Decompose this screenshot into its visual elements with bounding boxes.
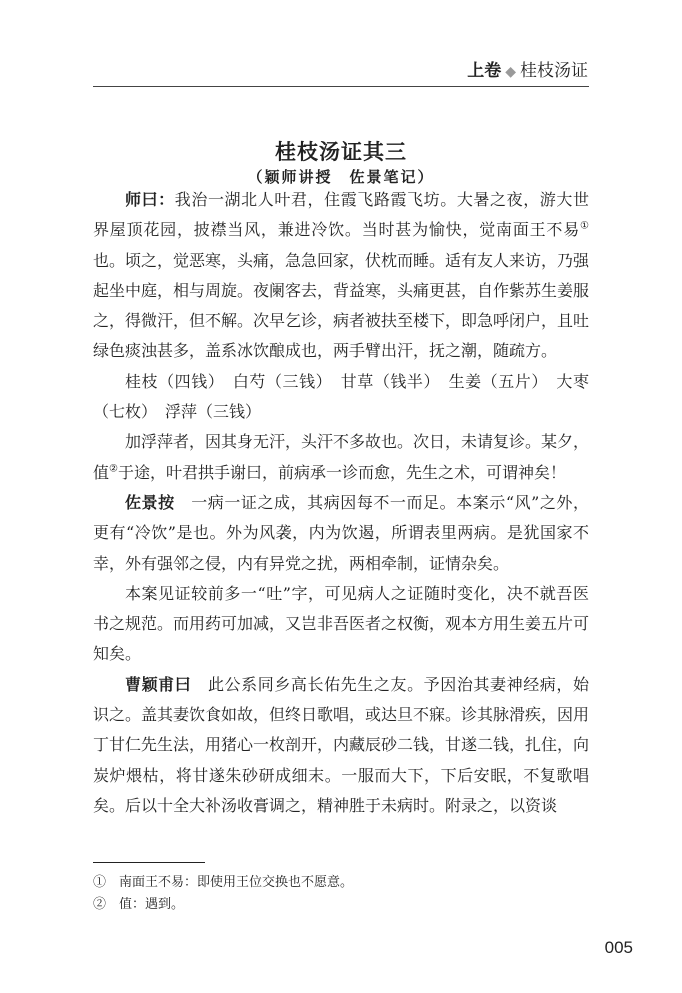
diamond-icon: ◆ bbox=[505, 64, 516, 80]
speaker-label: 师曰： bbox=[125, 190, 175, 209]
paragraph-text: 我治一湖北人叶君，住霞飞路霞飞坊。大暑之夜，游大世界屋顶花园，披襟当风，兼进冷饮。当时甚为愉快，觉南面王不易 bbox=[93, 190, 589, 240]
paragraph-prescription: 桂枝（四钱） 白芍（三钱） 甘草（钱半） 生姜（五片） 大枣（七枚） 浮萍（三钱） bbox=[93, 371, 589, 422]
running-header bbox=[467, 56, 588, 81]
paragraph-cao-commentary bbox=[93, 670, 589, 821]
header-section: 桂枝汤证 bbox=[520, 61, 588, 81]
footnote-marker-2[interactable]: ② bbox=[109, 463, 118, 475]
paragraph-text: 加浮萍者，因其身无汗，头汗不多故也。次日，未请复诊。某夕，值 bbox=[93, 432, 590, 482]
main-text bbox=[93, 185, 589, 821]
footnote-item: ② 值：遇到。 bbox=[93, 897, 185, 912]
header-divider bbox=[93, 86, 589, 87]
commentary-label: 佐景按 bbox=[125, 492, 175, 512]
paragraph-text: 于途，叶君拱手谢曰，前病承一诊而愈，先生之术，可谓神矣！ bbox=[117, 462, 566, 482]
paragraph-case-narrative bbox=[93, 185, 589, 367]
footnote-item: ① 南面王不易：即使用王位交换也不愿意。 bbox=[93, 875, 354, 890]
footnote-divider bbox=[93, 862, 205, 863]
paragraph-commentary bbox=[93, 488, 589, 579]
paragraph-analysis: 本案见证较前多一“吐”字，可见病人之证随时变化，决不就吾医书之规范。而用药可加减，又岂非吾医者之权衡，观本方用生姜五片可知矣。 bbox=[93, 583, 590, 664]
paragraph-text: 一病一证之成，其病因每不一而足。本案示“风”之外，更有“冷饮”是也。外为风袭，内为饮遏，所谓表里两病。是犹国家不幸，外有强邻之侵，内有异党之扰，两相牵制，证情杂矣。 bbox=[93, 492, 589, 573]
paragraph-text: 也。顷之，觉恶寒，头痛，急急回家，伏枕而睡。适有友人来访，乃强起坐中庭，相与周旋。夜阑客去，背益寒，头痛更甚，自作紫苏生姜服之，得微汗，但不解。次早乞诊，病者被扶至楼下，即急呼闭户，且吐绿色痰浊甚多，盖系冰饮酿成也，两手臂出汗，抚之潮，随疏方。 bbox=[93, 250, 590, 361]
footnote-marker-1[interactable]: ① bbox=[580, 220, 589, 232]
paragraph-followup bbox=[93, 427, 589, 488]
section-subtitle: （颖师讲授 佐景笔记） bbox=[247, 168, 435, 186]
section-title: 桂枝汤证其三 bbox=[275, 139, 407, 164]
page-number: 005 bbox=[604, 938, 633, 957]
commentary-label: 曹颖甫曰 bbox=[125, 674, 192, 694]
footnotes bbox=[93, 872, 353, 916]
paragraph-text: 此公系同乡高长佑先生之友。予因治其妻神经病，始识之。盖其妻饮食如故，但终日歌唱，或达旦不寐。诊其脉滑疾，因用丁甘仁先生法，用猪心一枚剖开，内藏辰砂二钱，甘遂二钱，扎住，向炭炉煨枯，将甘遂朱砂研成细末。一服而大下，下后安眠，不复歌唱矣。后以十全大补汤收膏调之，精神胜于未病时。附录之，以资谈 bbox=[93, 674, 590, 815]
header-volume: 上卷 bbox=[467, 61, 502, 81]
